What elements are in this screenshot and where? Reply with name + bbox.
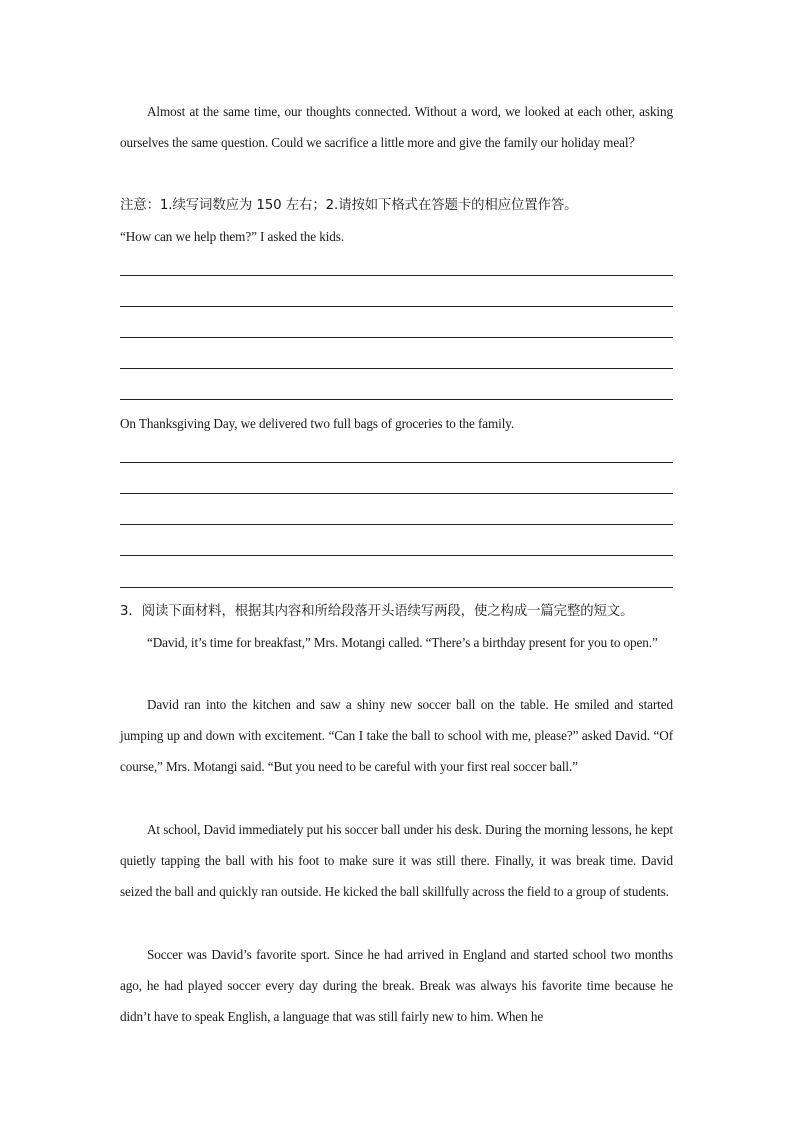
answer-line[interactable]: [120, 587, 673, 588]
paragraph-opening-1: “How can we help them?” I asked the kids.: [120, 229, 345, 244]
paragraph-soccer-ball-gift: David ran into the kitchen and saw a shiny new soccer ball on the table. He smiled and started jumping up and down with excitement. “Can I take the ball to school with me, please?” asked David. “Of course,” Mrs. Motangi said. “But you need to be careful with your first real soccer ball.”: [120, 697, 673, 774]
paragraph-breakfast: “David, it’s time for breakfast,” Mrs. Motangi called. “There’s a birthday present for you to open.”: [147, 635, 658, 650]
paragraph-opening-2: On Thanksgiving Day, we delivered two full bags of groceries to the family.: [120, 416, 515, 431]
answer-line[interactable]: [120, 524, 673, 525]
answer-line[interactable]: [120, 555, 673, 556]
answer-line[interactable]: [120, 368, 673, 369]
writing-note: 注意：1.续写词数应为 150 左右；2.请按如下格式在答题卡的相应位置作答。: [120, 198, 578, 213]
answer-line[interactable]: [120, 306, 673, 307]
paragraph-favorite-sport: Soccer was David’s favorite sport. Since he had arrived in England and started school two months ago, he had played soccer every day during the break. Break was always his favorite time because he didn’t have to speak English, a language that was still fairly new to him. When he: [120, 947, 673, 1024]
answer-line[interactable]: [120, 275, 673, 276]
paragraph-at-school: At school, David immediately put his soccer ball under his desk. During the morning lessons, he kept quietly tapping the ball with his foot to make sure it was still there. Finally, it was break time. David seized the ball and quickly ran outside. He kicked the ball skillfully across the field to a group of students.: [120, 822, 673, 899]
paragraph-thoughts-connected: Almost at the same time, our thoughts connected. Without a word, we looked at each other, asking ourselves the same question. Could we sacrifice a little more and give the family our holiday meal？: [120, 104, 673, 150]
answer-line[interactable]: [120, 493, 673, 494]
answer-line[interactable]: [120, 399, 673, 400]
answer-line[interactable]: [120, 462, 673, 463]
answer-line[interactable]: [120, 337, 673, 338]
question-3-instruction: 3．阅读下面材料，根据其内容和所给段落开头语续写两段，使之构成一篇完整的短文。: [120, 604, 634, 619]
